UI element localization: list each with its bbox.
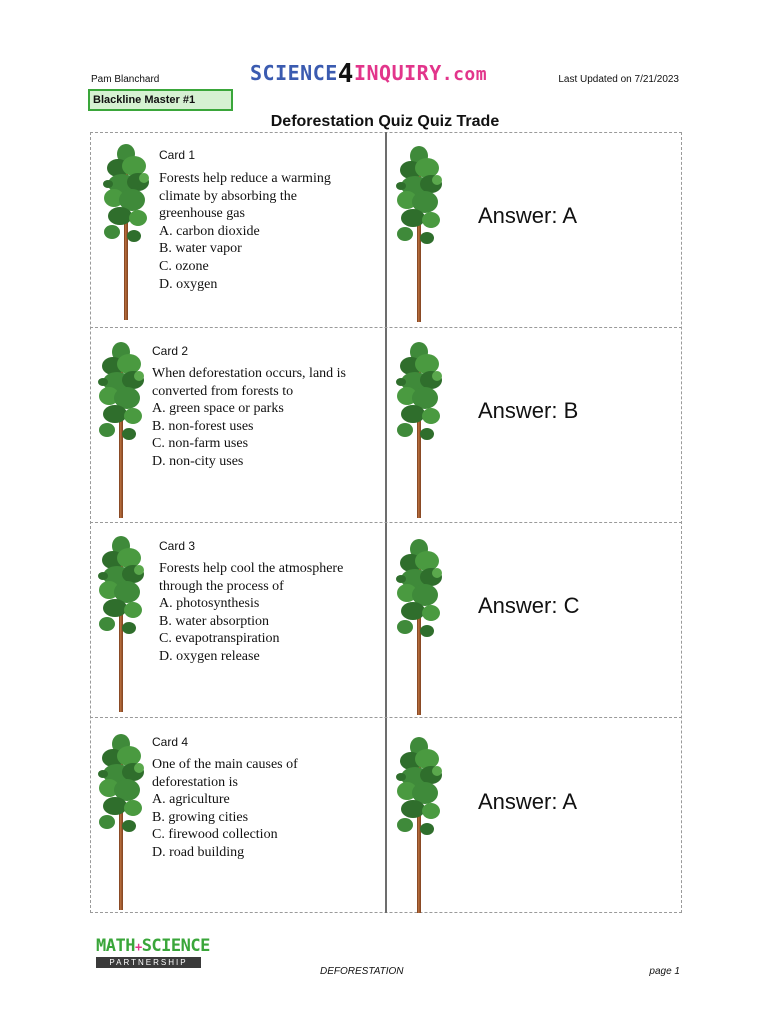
card-question: Forests help cool the atmosphere through the process of A. photosynthesis B. water absorption C. evapotranspiration D. oxygen release <box>159 561 344 664</box>
pine-tree-icon <box>393 338 445 518</box>
card-answer: Answer: A <box>478 789 578 814</box>
pine-tree-icon <box>95 338 147 518</box>
pine-tree-icon <box>100 140 152 320</box>
pine-tree-icon <box>95 730 147 910</box>
card-question: When deforestation occurs, land is converted from forests to A. green space or parks B. non-forest uses C. non-farm uses D. non-city uses <box>152 366 346 469</box>
row-divider <box>90 522 682 523</box>
card-answer: Answer: B <box>478 398 579 423</box>
page-number: page 1 <box>649 966 680 977</box>
pine-tree-icon <box>393 535 445 715</box>
card-label: Card 2 <box>152 344 189 358</box>
page-title: Deforestation Quiz Quiz Trade <box>270 113 500 130</box>
card-question: Forests help reduce a warming climate by absorbing the greenhouse gas A. carbon dioxide B. water vapor C. ozone D. oxygen <box>159 171 331 292</box>
last-updated: Last Updated on 7/21/2023 <box>558 74 679 85</box>
card-answer: Answer: A <box>478 203 578 228</box>
author-name: Pam Blanchard <box>91 74 160 85</box>
card-label: Card 4 <box>152 735 189 749</box>
card-label: Card 3 <box>159 539 196 553</box>
blackline-master-label: Blackline Master #1 <box>88 89 233 111</box>
math-science-partnership-logo: MATH+SCIENCE PARTNERSHIP <box>96 936 210 967</box>
card-answer: Answer: C <box>478 593 580 618</box>
row-divider <box>90 717 682 718</box>
science4inquiry-logo: SCIENCE4INQUIRY.com <box>250 59 488 89</box>
pine-tree-icon <box>95 532 147 712</box>
row-divider <box>90 327 682 328</box>
card-label: Card 1 <box>159 148 196 162</box>
card-question: One of the main causes of deforestation is A. agriculture B. growing cities C. firewood collection D. road building <box>152 757 298 860</box>
pine-tree-icon <box>393 733 445 913</box>
footer-topic: DEFORESTATION <box>320 966 404 977</box>
pine-tree-icon <box>393 142 445 322</box>
